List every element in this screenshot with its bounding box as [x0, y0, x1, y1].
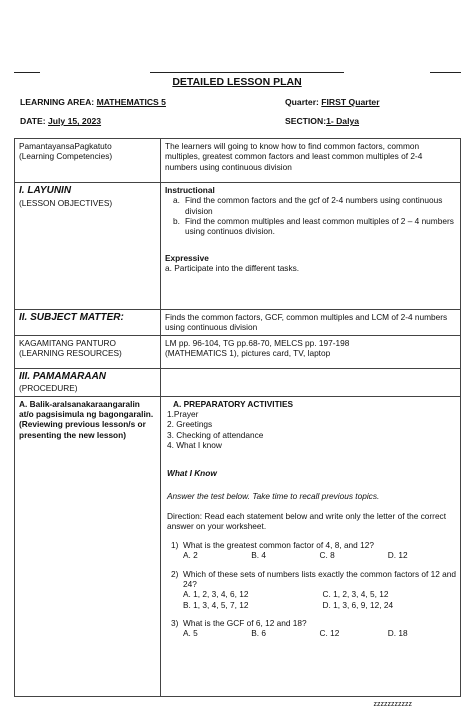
option: A. 2	[183, 550, 198, 561]
procedure-heading: III. PAMAMARAAN	[19, 370, 107, 382]
option: B. 4	[251, 550, 267, 561]
learning-area-value: MATHEMATICS 5	[96, 97, 166, 107]
option: D. 12	[387, 550, 408, 561]
subject-matter-text: Finds the common factors, GCF, common multiples and LCM of 2-4 numbers using continuous division	[161, 310, 461, 336]
section-value: 1- Dalya	[326, 116, 360, 126]
quarter	[285, 97, 380, 107]
procedure-label-cell	[15, 368, 161, 396]
question-2-options	[167, 589, 456, 610]
section-label: SECTION:	[285, 116, 327, 126]
learning-area	[20, 97, 166, 107]
expressive-label: Expressive	[165, 252, 209, 263]
row-subject-matter	[15, 310, 461, 336]
test-direction: Direction: Read each statement below and write only the letter of the correct answer on your worksheet.	[167, 511, 447, 532]
resources-line-2: (MATHEMATICS 1), pictures card, TV, laptop	[165, 348, 331, 359]
competencies-text: The learners will going to know how to find common factors, common multiples, greatest common factors and least common multiples of 2-4 numbers using continuous division	[161, 139, 461, 183]
quarter-label: Quarter:	[285, 97, 319, 107]
resources-label: KAGAMITANG PANTURO	[19, 337, 116, 348]
footer-text: zzzzzzzzzzz	[373, 701, 412, 708]
option: D. 18	[387, 628, 408, 639]
lesson-plan-table	[14, 138, 461, 697]
competencies-label: PamantayansaPagkatuto	[19, 141, 112, 151]
date-label: DATE:	[20, 116, 46, 126]
top-line-right	[430, 72, 461, 73]
question-2: 2) Which of these sets of numbers lists exactly the common factors of 12 and 24?	[171, 568, 456, 589]
objectives-cell	[161, 183, 461, 310]
top-line-center	[150, 72, 344, 73]
row-resources	[15, 335, 461, 368]
quarter-value: FIRST Quarter	[321, 97, 380, 107]
option: C. 12	[319, 628, 340, 639]
date	[20, 116, 101, 126]
option: A. 1, 2, 3, 4, 6, 12	[183, 589, 249, 600]
resources-line-1: LM pp. 96-104, TG pp.68-70, MELCS pp. 197-198	[165, 337, 350, 348]
objective-item: a. Find the common factors and the gcf of 2-4 numbers using continuous division	[173, 195, 443, 216]
resources-sub: (LEARNING RESOURCES)	[19, 348, 122, 359]
top-line-left	[14, 72, 40, 73]
option: C. 1, 2, 3, 4, 5, 12	[322, 589, 389, 600]
option: B. 6	[251, 628, 267, 639]
row-competencies	[15, 139, 461, 183]
competencies-label-cell	[15, 139, 161, 183]
prep-item: 4. What I know	[167, 440, 222, 451]
objectives-sub: (LESSON OBJECTIVES)	[19, 197, 113, 208]
option: C. 8	[319, 550, 335, 561]
date-value: July 15, 2023	[48, 116, 102, 126]
objective-item: b. Find the common multiples and least common multiples of 2 – 4 numbers using continuos division.	[173, 216, 454, 237]
part-a-label: A. Balik-aralsanakaraangaralin at/o pagsisimula ng bagongaralin. (Reviewing previous lesson/s or presenting the new lesson)	[15, 396, 161, 696]
option: A. 5	[183, 628, 198, 639]
resources-label-cell	[15, 335, 161, 368]
learning-area-label: LEARNING AREA:	[20, 97, 95, 107]
what-i-know-heading: What I Know	[167, 468, 217, 479]
option: D. 1, 3, 6, 9, 12, 24	[322, 599, 394, 610]
question-1: 1) What is the greatest common factor of 4, 8, and 12?	[171, 539, 374, 550]
subject-matter-heading: II. SUBJECT MATTER:	[19, 312, 124, 323]
test-instruction: Answer the test below. Take time to recall previous topics.	[167, 490, 380, 501]
question-3: 3) What is the GCF of 6, 12 and 18?	[171, 617, 307, 628]
competencies-sub: (Learning Competencies)	[19, 151, 113, 162]
subject-matter-label-cell	[15, 310, 161, 336]
option: B. 1, 3, 4, 5, 7, 12	[183, 599, 249, 610]
procedure-sub: (PROCEDURE)	[19, 383, 78, 394]
question-3-options	[167, 628, 456, 638]
objectives-list	[165, 195, 456, 236]
question-1-options	[167, 550, 456, 560]
procedure-empty-cell	[161, 368, 461, 396]
objectives-heading: I. LAYUNIN	[19, 185, 72, 196]
section	[285, 116, 359, 126]
prep-item: 1.Prayer	[167, 408, 199, 419]
prep-item: 3. Checking of attendance	[167, 429, 264, 440]
resources-cell	[161, 335, 461, 368]
prep-item: 2. Greetings	[167, 419, 213, 430]
objectives-label-cell	[15, 183, 161, 310]
row-objectives	[15, 183, 461, 310]
row-procedure	[15, 368, 461, 396]
row-part-a	[15, 396, 461, 696]
instructional-label: Instructional	[165, 185, 215, 195]
expressive-item: a. Participate into the different tasks.	[165, 263, 300, 274]
document-title: DETAILED LESSON PLAN	[172, 76, 302, 88]
part-a-cell	[161, 396, 461, 696]
prep-heading: A. PREPARATORY ACTIVITIES	[173, 398, 294, 409]
